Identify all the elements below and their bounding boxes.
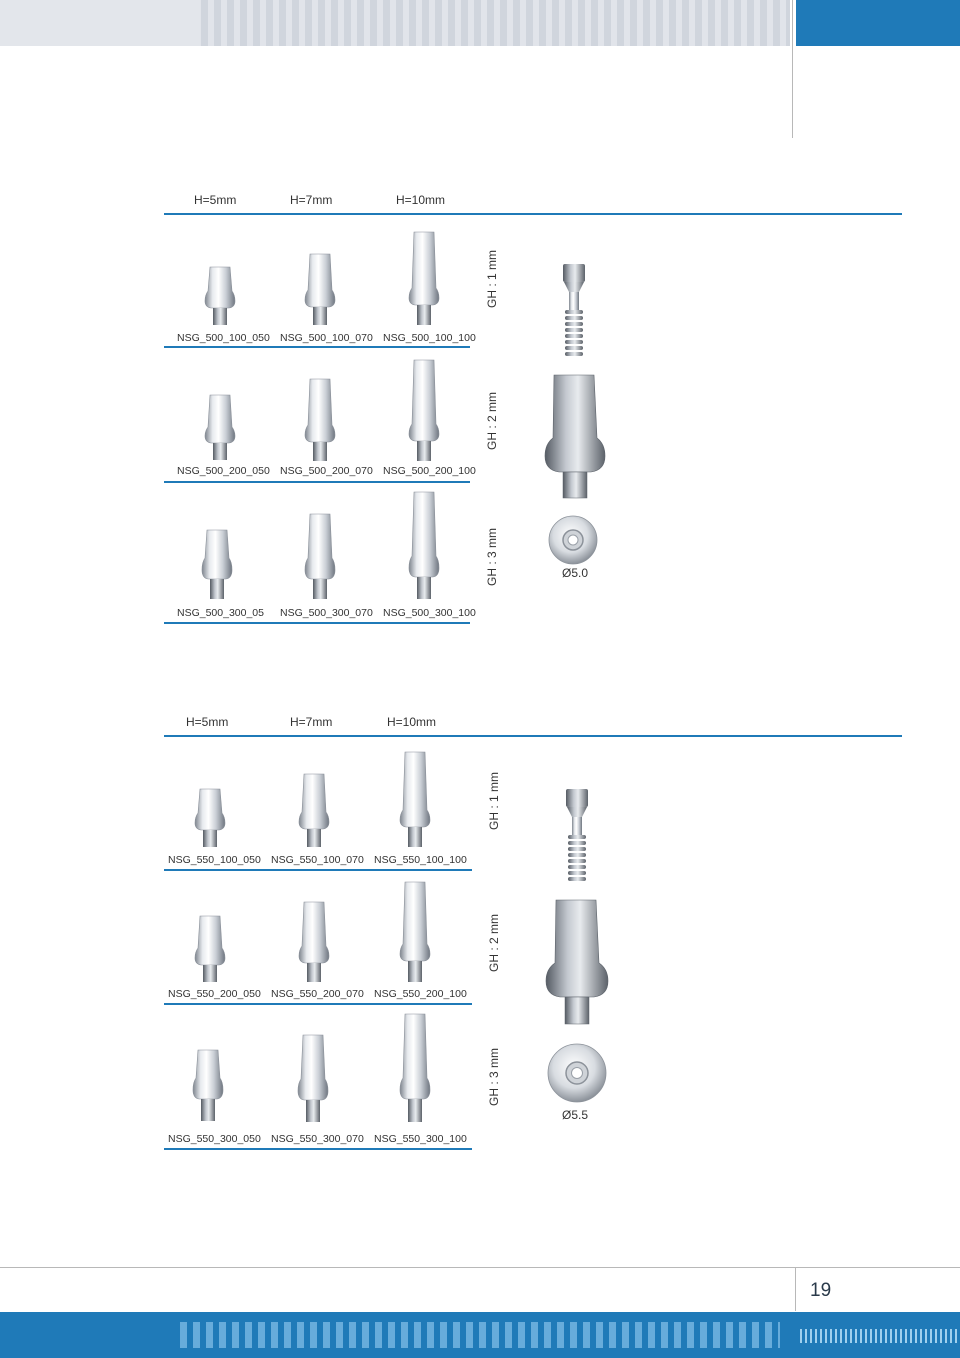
product-code: NSG_550_300_050 — [168, 1133, 261, 1145]
abutment-image — [200, 528, 234, 602]
height-label-7mm: H=7mm — [290, 715, 333, 729]
footer-fine-stripes — [800, 1329, 960, 1343]
gingival-height-label: GH : 2 mm — [487, 913, 501, 972]
diameter-label: Ø5.5 — [562, 1108, 589, 1122]
product-code: NSG_500_300_070 — [280, 607, 373, 619]
abutment-image — [398, 880, 432, 984]
header-divider — [792, 0, 793, 138]
gingival-height-label: GH : 1 mm — [485, 249, 499, 308]
abutment-image — [303, 252, 337, 327]
diameter-label: Ø5.0 — [562, 566, 589, 580]
product-code: NSG_550_200_100 — [374, 988, 467, 1000]
footer-stripes — [180, 1322, 780, 1348]
product-code: NSG_500_100_070 — [280, 332, 373, 344]
header-accent-block — [796, 0, 960, 46]
abutment-large-image — [543, 372, 607, 500]
product-code: NSG_500_300_100 — [383, 607, 476, 619]
footer-vertical-divider — [795, 1267, 796, 1311]
screw-image — [560, 787, 594, 891]
product-code: NSG_550_300_070 — [271, 1133, 364, 1145]
abutment-image — [297, 900, 331, 984]
height-label-10mm: H=10mm — [387, 715, 437, 729]
row-rule — [164, 481, 470, 483]
product-code: NSG_550_200_050 — [168, 988, 261, 1000]
abutment-image — [193, 914, 227, 984]
abutment-large-image — [544, 897, 610, 1027]
abutment-image — [193, 787, 227, 849]
abutment-image — [407, 358, 441, 463]
product-code: NSG_550_200_070 — [271, 988, 364, 1000]
product-code: NSG_550_300_100 — [374, 1133, 467, 1145]
abutment-image — [303, 512, 337, 602]
abutment-image — [191, 1048, 225, 1124]
page-number: 19 — [810, 1280, 832, 1301]
row-rule — [164, 622, 470, 624]
gingival-height-label: GH : 3 mm — [485, 527, 499, 586]
row-rule — [164, 869, 472, 871]
gingival-height-label: GH : 2 mm — [485, 391, 499, 450]
abutment-top-view — [547, 514, 599, 566]
height-label-7mm: H=7mm — [290, 193, 333, 207]
gingival-height-label: GH : 3 mm — [487, 1047, 501, 1106]
product-code: NSG_500_100_100 — [383, 332, 476, 344]
screw-image — [557, 262, 591, 366]
header-stripe-fade — [0, 0, 200, 46]
abutment-image — [203, 265, 237, 327]
abutment-image — [303, 377, 337, 463]
product-code: NSG_550_100_070 — [271, 854, 364, 866]
abutment-image — [407, 230, 441, 327]
abutment-image — [296, 1033, 330, 1124]
row-rule — [164, 346, 470, 348]
gingival-height-label: GH : 1 mm — [487, 771, 501, 830]
abutment-top-view — [546, 1042, 608, 1104]
height-label-5mm: H=5mm — [194, 193, 237, 207]
product-code: NSG_550_100_100 — [374, 854, 467, 866]
abutment-image — [398, 750, 432, 849]
product-code: NSG_500_300_05 — [177, 607, 264, 619]
footer-divider — [0, 1267, 960, 1268]
abutment-image — [407, 490, 441, 602]
product-code: NSG_500_200_070 — [280, 465, 373, 477]
height-label-10mm: H=10mm — [396, 193, 446, 207]
abutment-image — [398, 1012, 432, 1124]
abutment-image — [203, 393, 237, 463]
product-code: NSG_500_100_050 — [177, 332, 270, 344]
product-code: NSG_550_100_050 — [168, 854, 261, 866]
product-code: NSG_500_200_050 — [177, 465, 270, 477]
row-rule — [164, 1003, 472, 1005]
section-rule — [164, 213, 902, 215]
row-rule — [164, 1148, 472, 1150]
abutment-image — [297, 772, 331, 849]
product-code: NSG_500_200_100 — [383, 465, 476, 477]
section-rule — [164, 735, 902, 737]
height-label-5mm: H=5mm — [186, 715, 229, 729]
